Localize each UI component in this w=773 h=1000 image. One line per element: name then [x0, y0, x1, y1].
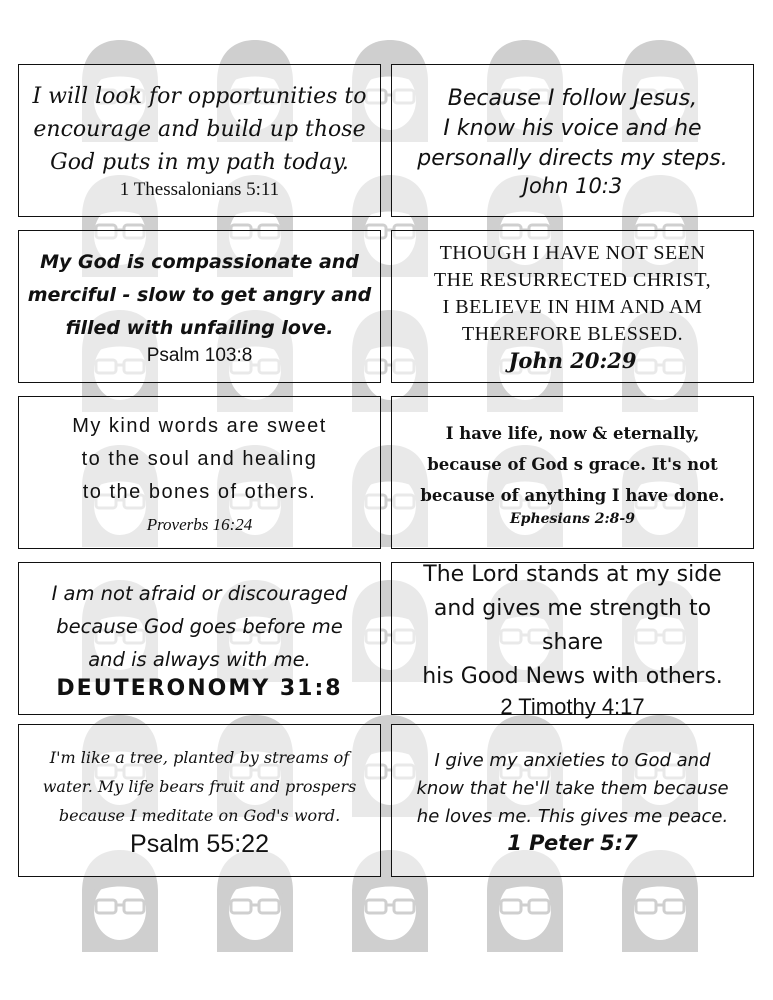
verse-card-4	[391, 230, 754, 383]
verse-reference: Psalm 55:22	[130, 829, 269, 858]
verse-card-5	[18, 396, 381, 549]
verse-card-1	[18, 64, 381, 217]
verse-reference: Proverbs 16:24	[146, 515, 253, 534]
verse-card-3	[18, 230, 381, 383]
verse-card-9	[18, 724, 381, 877]
verse-reference: Ephesians 2:8-9	[510, 511, 635, 527]
verse-reference: Psalm 103:8	[146, 345, 253, 366]
verse-text: My kind words are sweet to the soul and healing to the bones of others.	[72, 415, 327, 503]
verse-reference: 2 Timothy 4:17	[500, 693, 645, 719]
verse-card-7	[18, 562, 381, 715]
verse-card-2	[391, 64, 754, 217]
verse-reference: John 10:3	[522, 173, 623, 198]
verse-reference: 1 Thessalonians 5:11	[119, 179, 280, 200]
verse-text: I have life, now & eternally, because of God s grace. It's not because of anything I have done.	[420, 424, 725, 505]
verse-reference: 1 Peter 5:7	[507, 830, 638, 855]
verse-text: Because I follow Jesus, I know his voice and he personally directs my steps.	[417, 85, 728, 171]
verse-text: I'm like a tree, planted by streams of water. My life bears fruit and prospers because I meditate on God's word.	[42, 747, 357, 825]
verse-text: I will look for opportunities to encourage and build up those God puts in my path today.	[32, 84, 367, 175]
verse-card-10	[391, 724, 754, 877]
verse-text: I give my anxieties to God and know that he'll take them because he loves me. This gives me peace.	[416, 749, 729, 827]
verse-text: THOUGH I HAVE NOT SEEN THE RESURRECTED CHRIST, I BELIEVE IN HIM AND AM THEREFORE BLESSED.	[433, 242, 712, 345]
verse-reference: John 20:29	[508, 348, 637, 373]
verse-text: I am not afraid or discouraged because God goes before me and is always with me.	[51, 581, 348, 671]
verse-reference: DEUTERONOMY 31:8	[56, 675, 343, 701]
verse-text: My God is compassionate and merciful - slow to get angry and filled with unfailing love.	[27, 251, 372, 339]
verse-text: The Lord stands at my side and gives me strength to share his Good News with others.	[422, 561, 723, 689]
verse-card-8	[391, 561, 754, 719]
verse-card-6	[391, 396, 754, 549]
